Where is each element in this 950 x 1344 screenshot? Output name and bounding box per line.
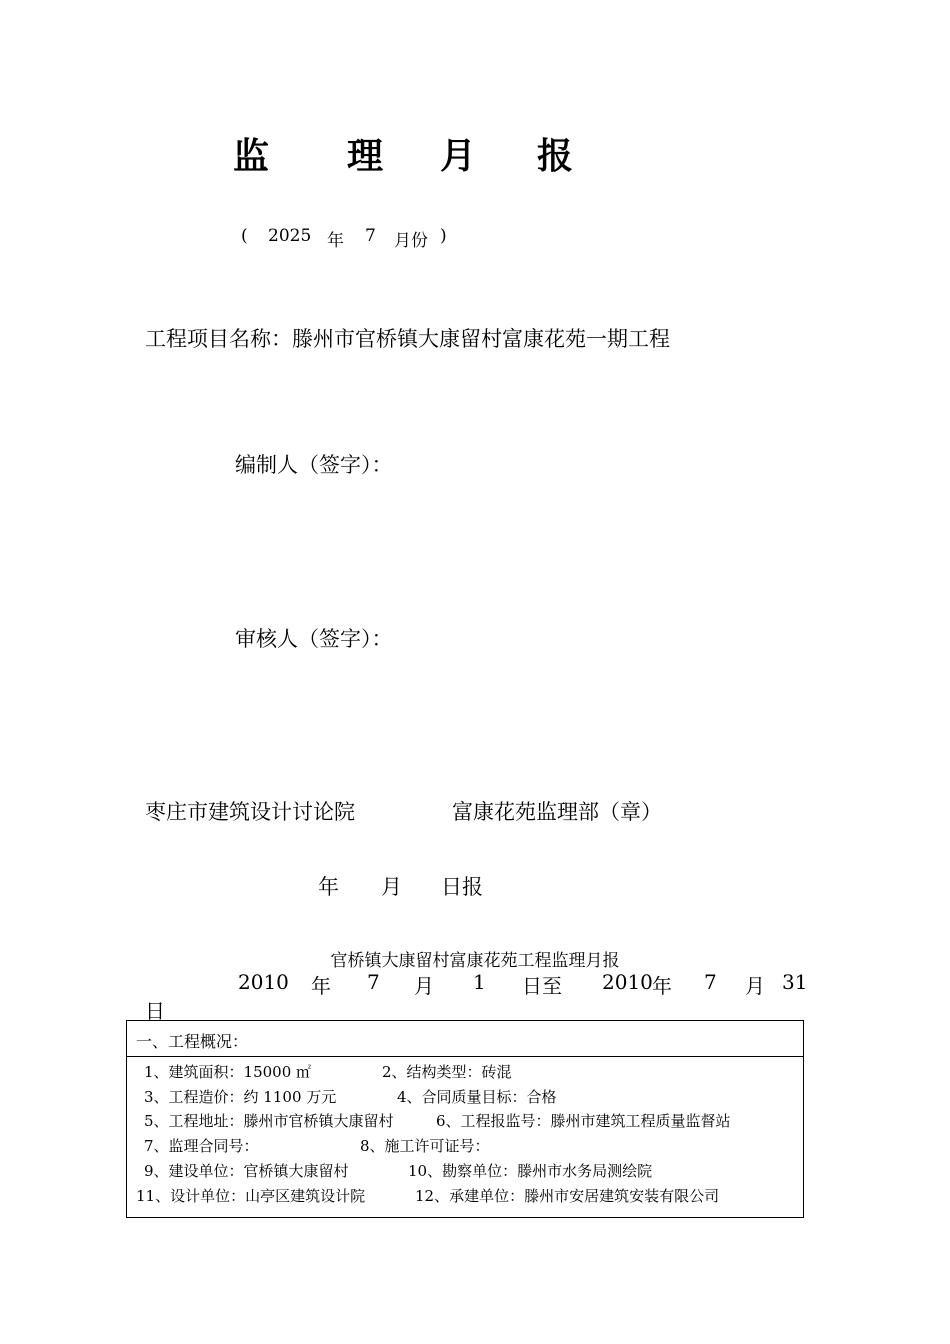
overview-survey-unit: 10、勘察单位：滕州市水务局测绘院 bbox=[408, 1162, 653, 1180]
range-day-unit: 日 bbox=[145, 999, 165, 1023]
range-day-to: 日至 bbox=[522, 974, 562, 998]
compiler-signature-label: 编制人（签字）： bbox=[235, 453, 393, 477]
overview-supervision-registration: 6、工程报监号：滕州市建筑工程质量监督站 bbox=[436, 1112, 731, 1130]
overview-project-address: 5、工程地址：滕州市官桥镇大康留村 bbox=[144, 1112, 394, 1130]
period-year: 2025 bbox=[268, 226, 312, 246]
overview-row bbox=[127, 1086, 803, 1108]
range-start-day: 1 bbox=[473, 970, 486, 994]
range-end-day: 31 bbox=[782, 970, 808, 994]
report-date-range bbox=[0, 970, 950, 1023]
overview-row bbox=[127, 1185, 803, 1207]
design-institute-name: 枣庄市建筑设计讨论院 bbox=[145, 800, 355, 824]
overview-design-unit: 11、设计单位：山亭区建筑设计院 bbox=[136, 1187, 366, 1205]
reviewer-signature-label: 审核人（签字）： bbox=[235, 627, 393, 651]
monthly-report-title: 官桥镇大康留村富康花苑工程监理月报 bbox=[330, 951, 620, 971]
range-month-unit-2: 月 bbox=[745, 974, 765, 998]
title-char-1: 监 bbox=[233, 135, 270, 177]
title-char-4: 报 bbox=[537, 135, 574, 177]
overview-construction-permit: 8、施工许可证号： bbox=[360, 1137, 490, 1155]
period-close: ) bbox=[440, 226, 447, 246]
overview-row bbox=[127, 1110, 803, 1132]
overview-row bbox=[127, 1061, 803, 1083]
period-month: 7 bbox=[365, 226, 376, 246]
range-end-month: 7 bbox=[704, 970, 717, 994]
project-name: 滕州市官桥镇大康留村富康花苑一期工程 bbox=[292, 327, 670, 351]
overview-owner-unit: 9、建设单位：官桥镇大康留村 bbox=[144, 1162, 349, 1180]
period-month-unit: 月份 bbox=[394, 231, 428, 251]
period-open: ( bbox=[241, 226, 248, 246]
range-year-unit-2: 年 bbox=[652, 974, 672, 998]
overview-project-cost: 3、工程造价：约 1100 万元 bbox=[144, 1088, 337, 1106]
range-month-unit-1: 月 bbox=[414, 974, 434, 998]
overview-contractor-unit: 12、承建单位：滕州市安居建筑安装有限公司 bbox=[415, 1187, 720, 1205]
project-overview-table bbox=[126, 1020, 804, 1218]
range-start-month: 7 bbox=[367, 970, 380, 994]
overview-building-area: 1、建筑面积：15000 ㎡ bbox=[144, 1063, 312, 1081]
overview-row bbox=[127, 1135, 803, 1157]
report-period bbox=[0, 226, 950, 250]
overview-heading: 一、工程概况： bbox=[136, 1032, 249, 1051]
overview-header bbox=[127, 1021, 803, 1057]
range-end-year: 2010 bbox=[602, 970, 653, 994]
project-name-line bbox=[145, 323, 670, 353]
project-label: 工程项目名称： bbox=[145, 327, 292, 351]
range-year-unit-1: 年 bbox=[311, 974, 331, 998]
period-year-unit: 年 bbox=[327, 231, 344, 251]
date-year: 年 bbox=[318, 875, 339, 899]
supervision-dept-seal: 富康花苑监理部（章） bbox=[452, 800, 662, 824]
overview-contract-number: 7、监理合同号： bbox=[144, 1137, 259, 1155]
title-char-2: 理 bbox=[347, 135, 384, 177]
title-char-3: 月 bbox=[440, 135, 477, 177]
overview-structure-type: 2、结构类型：砖混 bbox=[382, 1063, 512, 1081]
overview-quality-target: 4、合同质量目标：合格 bbox=[397, 1088, 557, 1106]
date-day: 日报 bbox=[441, 875, 483, 899]
date-month: 月 bbox=[381, 875, 402, 899]
overview-row bbox=[127, 1160, 803, 1182]
range-start-year: 2010 bbox=[238, 970, 289, 994]
